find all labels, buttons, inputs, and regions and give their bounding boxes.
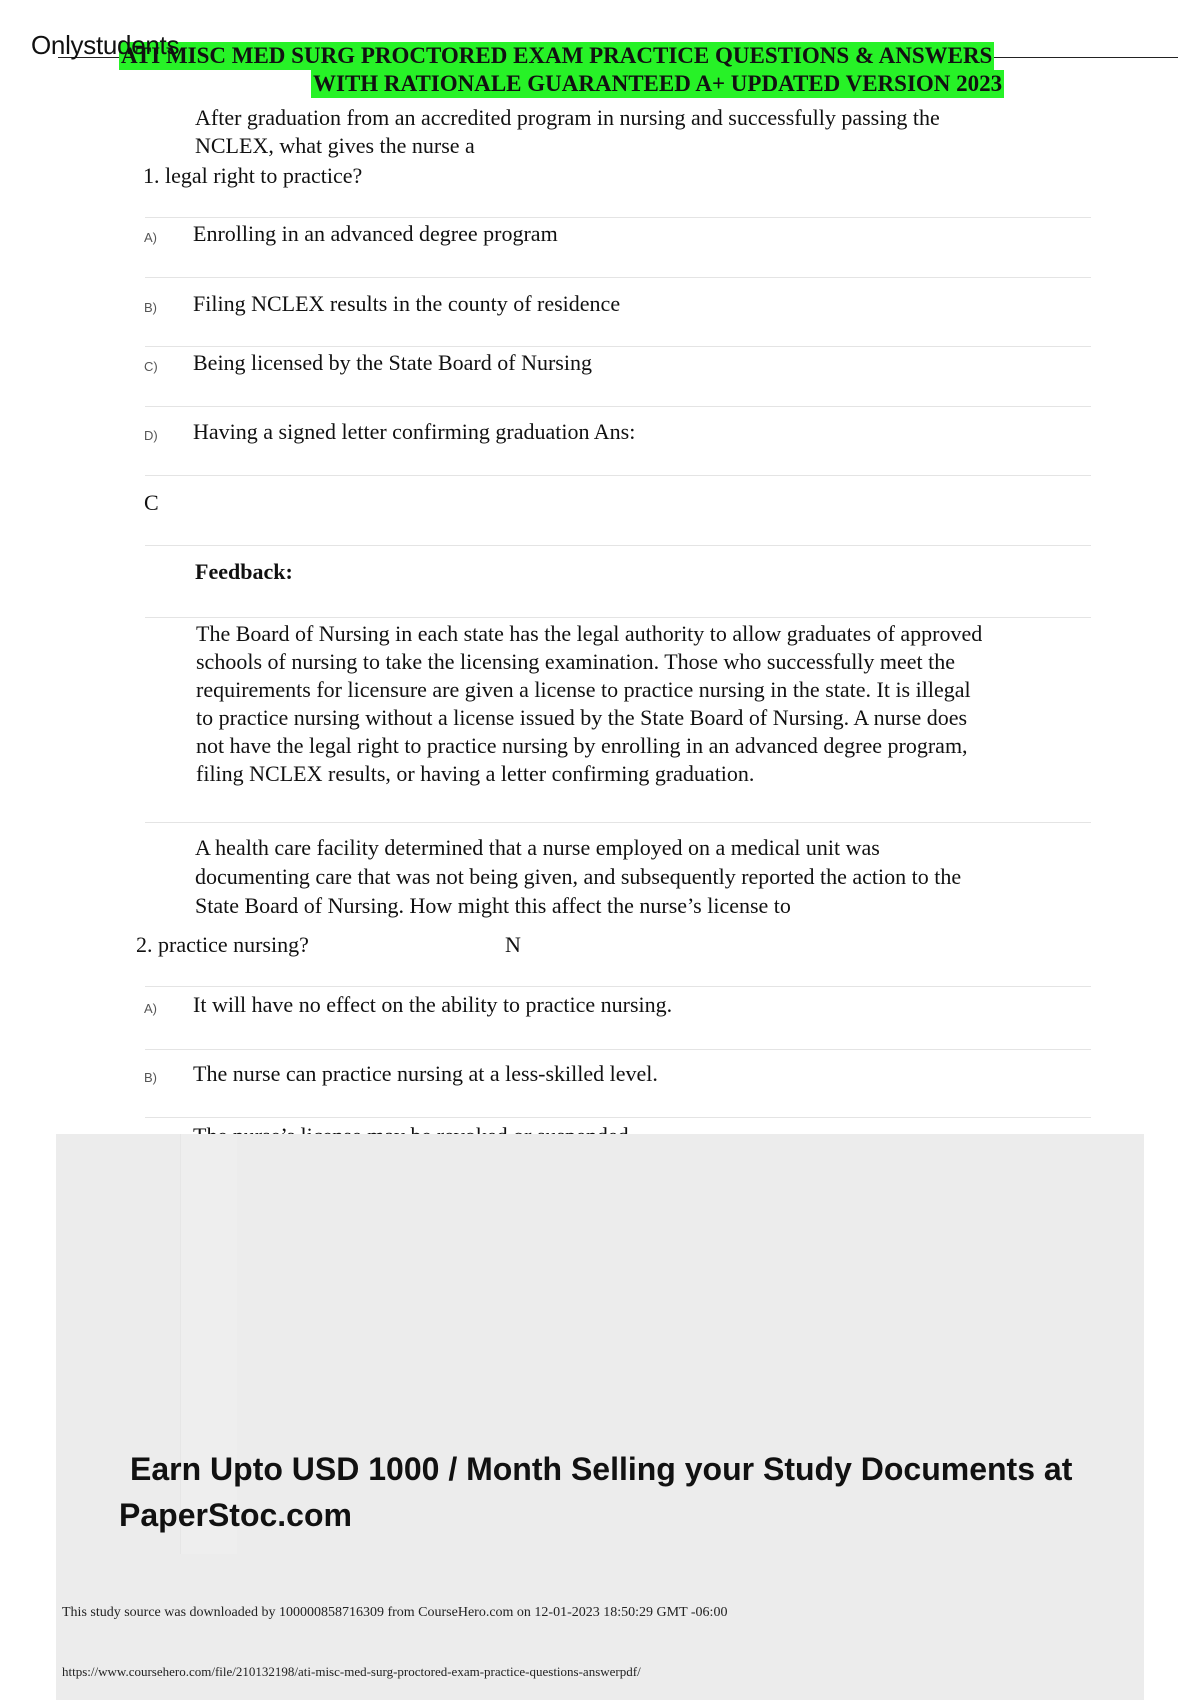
- divider: [145, 1049, 1091, 1050]
- divider: [145, 475, 1091, 476]
- q2-stem-line-3: State Board of Nursing. How might this affect the nurse’s license to: [195, 893, 791, 918]
- q2-stem-line-2: documenting care that was not being given, and subsequently reported the action to the: [195, 864, 962, 889]
- divider: [145, 406, 1091, 407]
- divider: [145, 1117, 1091, 1118]
- divider: [145, 822, 1091, 823]
- promo-headline: [119, 1446, 1099, 1538]
- feedback-line: schools of nursing to take the licensing examination. Those who successfully meet the: [196, 649, 956, 674]
- q2-option-b-text: The nurse can practice nursing at a less-skilled level.: [193, 1061, 658, 1086]
- feedback-line: not have the legal right to practice nursing by enrolling in an advanced degree program,: [196, 733, 968, 758]
- feedback-line: requirements for licensure are given a license to practice nursing in the state. It is illegal: [196, 677, 971, 702]
- q2-option-a-text: It will have no effect on the ability to practice nursing.: [193, 992, 673, 1017]
- feedback-line: filing NCLEX results, or having a letter confirming graduation.: [196, 761, 755, 786]
- q1-option-d-letter: D): [144, 428, 158, 443]
- q1-stem-line-2: NCLEX, what gives the nurse a: [195, 133, 475, 158]
- q2-option-b-letter: B): [144, 1070, 157, 1085]
- q1-stem-line-3: 1. legal right to practice?: [143, 163, 363, 188]
- q1-feedback-text: [196, 620, 1096, 788]
- q1-option-b-letter: B): [144, 300, 157, 315]
- q1-option-c-letter: C): [144, 359, 158, 374]
- feedback-line: The Board of Nursing in each state has the legal authority to allow graduates of approved: [196, 621, 983, 646]
- divider: [145, 545, 1091, 546]
- source-notice: This study source was downloaded by 100000858716309 from CourseHero.com on 12-01-2023 18:50:29 GMT -06:00: [62, 1605, 728, 1620]
- divider: [145, 617, 1091, 618]
- q2-option-a-letter: A): [144, 1001, 157, 1016]
- q1-option-c-text: Being licensed by the State Board of Nursing: [193, 350, 592, 375]
- divider: [145, 986, 1091, 987]
- q1-feedback-label: Feedback:: [195, 559, 293, 584]
- document-title-line-1: ATI MISC MED SURG PROCTORED EXAM PRACTICE QUESTIONS & ANSWERS: [121, 43, 993, 68]
- q1-stem-line-1: After graduation from an accredited program in nursing and successfully passing the: [195, 105, 940, 130]
- q2-stem-line-4: 2. practice nursing?: [136, 932, 309, 957]
- q1-option-a-letter: A): [144, 230, 157, 245]
- q1-option-b-text: Filing NCLEX results in the county of residence: [193, 291, 621, 316]
- promo-link[interactable]: PaperStoc.com: [119, 1497, 352, 1533]
- q1-option-d-text: Having a signed letter confirming graduation Ans:: [193, 419, 636, 444]
- document-title-line-2: WITH RATIONALE GUARANTEED A+ UPDATED VERSION 2023: [313, 71, 1003, 96]
- divider: [145, 217, 1091, 218]
- feedback-line: to practice nursing without a license issued by the State Board of Nursing. A nurse does: [196, 705, 968, 730]
- q1-option-a-text: Enrolling in an advanced degree program: [193, 221, 558, 246]
- watermark-text: Onlystudents: [31, 30, 180, 60]
- q1-answer: C: [144, 490, 159, 515]
- promo-headline-line-1: Earn Upto USD 1000 / Month Selling your Study Documents at: [130, 1451, 1073, 1487]
- stray-mark: N: [505, 932, 521, 957]
- q2-stem-line-1: A health care facility determined that a nurse employed on a medical unit was: [195, 835, 880, 860]
- divider: [145, 346, 1091, 347]
- divider: [145, 277, 1091, 278]
- source-url[interactable]: https://www.coursehero.com/file/210132198/ati-misc-med-surg-proctored-exam-practice-questions-answerpdf/: [62, 1664, 641, 1679]
